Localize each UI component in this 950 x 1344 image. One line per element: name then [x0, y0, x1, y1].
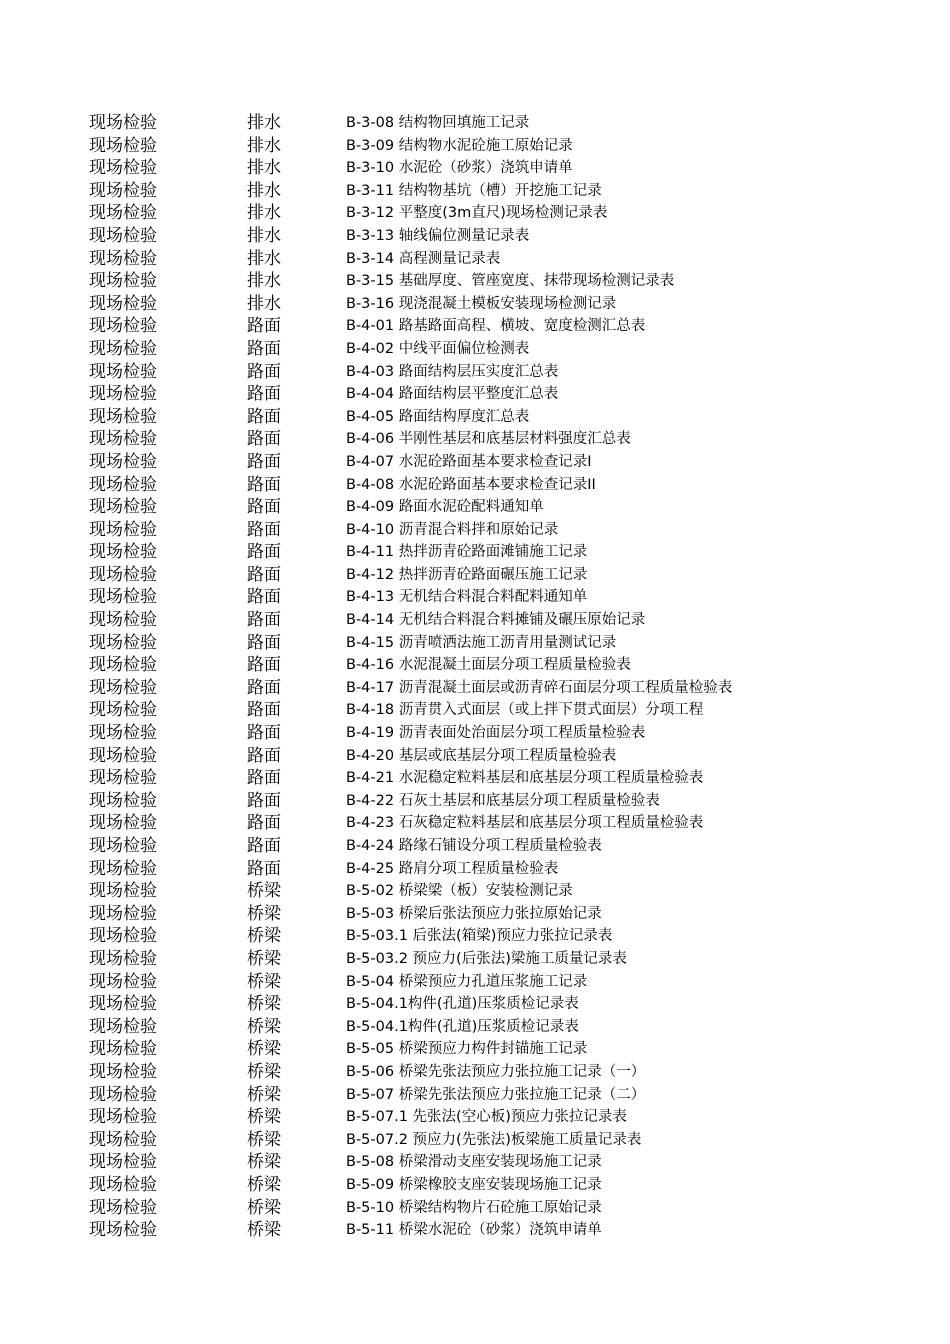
category-cell: 现场检验	[89, 1107, 157, 1128]
table-row	[0, 1061, 950, 1084]
table-row	[0, 135, 950, 158]
section-cell: 路面	[247, 655, 281, 676]
section-cell: 桥梁	[247, 1174, 281, 1195]
section-cell: 排水	[247, 135, 281, 156]
table-row	[0, 541, 950, 564]
section-cell: 桥梁	[247, 1061, 281, 1082]
form-title-cell: B-5-03.2 预应力(后张法)梁施工质量记录表	[346, 950, 627, 967]
category-cell: 现场检验	[89, 1220, 157, 1241]
category-cell: 现场检验	[89, 655, 157, 676]
form-title-cell: B-3-16 现浇混凝土模板安装现场检测记录	[346, 295, 617, 312]
category-cell: 现场检验	[89, 564, 157, 585]
category-cell: 现场检验	[89, 903, 157, 924]
section-cell: 路面	[247, 338, 281, 359]
section-cell: 路面	[247, 316, 281, 337]
table-row	[0, 248, 950, 271]
section-cell: 路面	[247, 542, 281, 563]
form-title-cell: B-5-03 桥梁后张法预应力张拉原始记录	[346, 905, 602, 922]
form-title-cell: B-5-09 桥梁橡胶支座安装现场施工记录	[346, 1176, 602, 1193]
table-row	[0, 971, 950, 994]
section-cell: 排水	[247, 225, 281, 246]
category-cell: 现场检验	[89, 361, 157, 382]
category-cell: 现场检验	[89, 451, 157, 472]
category-cell: 现场检验	[89, 384, 157, 405]
table-row	[0, 790, 950, 813]
category-cell: 现场检验	[89, 745, 157, 766]
form-title-cell: B-4-11 热拌沥青砼路面滩铺施工记录	[346, 544, 588, 561]
form-title-cell: B-4-07 水泥砼路面基本要求检查记录I	[346, 453, 592, 470]
category-cell: 现场检验	[89, 994, 157, 1015]
table-row	[0, 858, 950, 881]
category-cell: 现场检验	[89, 293, 157, 314]
category-cell: 现场检验	[89, 1039, 157, 1060]
table-row	[0, 1174, 950, 1197]
form-title-cell: B-4-23 石灰稳定粒料基层和底基层分项工程质量检验表	[346, 815, 704, 832]
form-title-cell: B-4-14 无机结合料混合料摊铺及碾压原始记录	[346, 612, 646, 629]
category-cell: 现场检验	[89, 948, 157, 969]
category-cell: 现场检验	[89, 813, 157, 834]
form-title-cell: B-4-15 沥青喷洒法施工沥青用量测试记录	[346, 634, 617, 651]
category-cell: 现场检验	[89, 1197, 157, 1218]
category-cell: 现场检验	[89, 723, 157, 744]
table-row	[0, 812, 950, 835]
section-cell: 路面	[247, 745, 281, 766]
category-cell: 现场检验	[89, 135, 157, 156]
form-title-cell: B-4-05 路面结构厚度汇总表	[346, 408, 530, 425]
form-title-cell: B-3-09 结构物水泥砼施工原始记录	[346, 137, 573, 154]
table-row	[0, 880, 950, 903]
section-cell: 路面	[247, 451, 281, 472]
section-cell: 路面	[247, 519, 281, 540]
form-title-cell: B-4-09 路面水泥砼配料通知单	[346, 499, 544, 516]
table-row	[0, 1197, 950, 1220]
form-title-cell: B-5-08 桥梁滑动支座安装现场施工记录	[346, 1154, 602, 1171]
category-cell: 现场检验	[89, 248, 157, 269]
section-cell: 路面	[247, 858, 281, 879]
table-row	[0, 1219, 950, 1242]
section-cell: 桥梁	[247, 971, 281, 992]
section-cell: 排水	[247, 271, 281, 292]
table-row	[0, 383, 950, 406]
section-cell: 桥梁	[247, 948, 281, 969]
category-cell: 现场检验	[89, 474, 157, 495]
form-title-cell: B-3-14 高程测量记录表	[346, 250, 501, 267]
category-cell: 现场检验	[89, 768, 157, 789]
section-cell: 路面	[247, 406, 281, 427]
section-cell: 路面	[247, 768, 281, 789]
table-row	[0, 722, 950, 745]
section-cell: 桥梁	[247, 881, 281, 902]
category-cell: 现场检验	[89, 1016, 157, 1037]
form-title-cell: B-4-12 热拌沥青砼路面碾压施工记录	[346, 566, 588, 583]
table-row	[0, 293, 950, 316]
form-title-cell: B-4-17 沥青混凝土面层或沥青碎石面层分项工程质量检验表	[346, 679, 733, 696]
section-cell: 桥梁	[247, 994, 281, 1015]
category-cell: 现场检验	[89, 1084, 157, 1105]
category-cell: 现场检验	[89, 587, 157, 608]
section-cell: 排水	[247, 203, 281, 224]
table-row	[0, 745, 950, 768]
table-row	[0, 993, 950, 1016]
section-cell: 路面	[247, 790, 281, 811]
table-row	[0, 157, 950, 180]
form-title-cell: B-4-08 水泥砼路面基本要求检查记录II	[346, 476, 596, 493]
category-cell: 现场检验	[89, 881, 157, 902]
form-title-cell: B-4-19 沥青表面处治面层分项工程质量检验表	[346, 725, 646, 742]
section-cell: 路面	[247, 836, 281, 856]
form-title-cell: B-4-21 水泥稳定粒料基层和底基层分项工程质量检验表	[346, 770, 704, 787]
section-cell: 桥梁	[247, 1039, 281, 1060]
table-row	[0, 406, 950, 429]
form-title-cell: B-3-15 基础厚度、管座宽度、抹带现场检测记录表	[346, 273, 675, 290]
category-cell: 现场检验	[89, 158, 157, 179]
form-title-cell: B-4-04 路面结构层平整度汇总表	[346, 386, 559, 403]
form-title-cell: B-5-06 桥梁先张法预应力张拉施工记录（一）	[346, 1063, 646, 1080]
form-title-cell: B-4-18 沥青贯入式面层（或上拌下贯式面层）分项工程	[346, 702, 704, 719]
section-cell: 路面	[247, 700, 281, 721]
category-cell: 现场检验	[89, 836, 157, 856]
section-cell: 路面	[247, 723, 281, 744]
form-title-cell: B-5-03.1 后张法(箱梁)预应力张拉记录表	[346, 928, 613, 945]
table-row	[0, 903, 950, 926]
form-title-cell: B-5-07.2 预应力(先张法)板梁施工质量记录表	[346, 1131, 642, 1148]
form-title-cell: B-5-02 桥梁梁（板）安装检测记录	[346, 883, 573, 900]
section-cell: 排水	[247, 158, 281, 179]
table-row	[0, 451, 950, 474]
table-row	[0, 677, 950, 700]
section-cell: 桥梁	[247, 1107, 281, 1128]
table-row	[0, 632, 950, 655]
form-title-cell: B-4-06 半刚性基层和底基层材料强度汇总表	[346, 431, 631, 448]
table-row	[0, 361, 950, 384]
section-cell: 桥梁	[247, 903, 281, 924]
section-cell: 路面	[247, 587, 281, 608]
section-cell: 路面	[247, 677, 281, 698]
category-cell: 现场检验	[89, 858, 157, 879]
category-cell: 现场检验	[89, 497, 157, 518]
category-cell: 现场检验	[89, 1152, 157, 1173]
form-title-cell: B-5-07.1 先张法(空心板)预应力张拉记录表	[346, 1109, 627, 1126]
form-title-cell: B-4-03 路面结构层压实度汇总表	[346, 363, 559, 380]
form-title-cell: B-3-12 平整度(3m直尺)现场检测记录表	[346, 205, 608, 222]
form-title-cell: B-4-13 无机结合料混合料配料通知单	[346, 589, 588, 606]
table-row	[0, 1106, 950, 1129]
category-cell: 现场检验	[89, 700, 157, 721]
table-row	[0, 586, 950, 609]
table-row	[0, 202, 950, 225]
table-row	[0, 925, 950, 948]
table-row	[0, 1084, 950, 1107]
section-cell: 排水	[247, 180, 281, 201]
form-title-cell: B-5-05 桥梁预应力构件封锚施工记录	[346, 1041, 588, 1058]
table-row	[0, 496, 950, 519]
table-row	[0, 609, 950, 632]
section-cell: 路面	[247, 632, 281, 653]
table-row	[0, 180, 950, 203]
category-cell: 现场检验	[89, 406, 157, 427]
form-title-cell: B-5-10 桥梁结构物片石砼施工原始记录	[346, 1199, 602, 1216]
table-row	[0, 654, 950, 677]
category-cell: 现场检验	[89, 677, 157, 698]
section-cell: 排水	[247, 293, 281, 314]
table-row	[0, 112, 950, 135]
category-cell: 现场检验	[89, 542, 157, 563]
section-cell: 桥梁	[247, 926, 281, 947]
category-cell: 现场检验	[89, 1174, 157, 1195]
table-row	[0, 564, 950, 587]
section-cell: 路面	[247, 497, 281, 518]
form-title-cell: B-4-22 石灰土基层和底基层分项工程质量检验表	[346, 792, 660, 809]
table-row	[0, 474, 950, 497]
table-row	[0, 428, 950, 451]
form-title-cell: B-4-02 中线平面偏位检测表	[346, 340, 530, 357]
category-cell: 现场检验	[89, 316, 157, 337]
category-cell: 现场检验	[89, 180, 157, 201]
section-cell: 路面	[247, 564, 281, 585]
form-title-cell: B-5-04.1构件(孔道)压浆质检记录表	[346, 1018, 579, 1035]
form-index-table	[0, 112, 950, 1242]
form-title-cell: B-3-10 水泥砼（砂浆）浇筑申请单	[346, 160, 573, 177]
table-row	[0, 948, 950, 971]
form-title-cell: B-3-13 轴线偏位测量记录表	[346, 227, 530, 244]
category-cell: 现场检验	[89, 113, 157, 133]
category-cell: 现场检验	[89, 610, 157, 631]
form-title-cell: B-4-16 水泥混凝土面层分项工程质量检验表	[346, 657, 631, 674]
table-row	[0, 699, 950, 722]
category-cell: 现场检验	[89, 1061, 157, 1082]
form-title-cell: B-4-24 路缘石铺设分项工程质量检验表	[346, 838, 602, 854]
table-row	[0, 835, 950, 858]
form-title-cell: B-5-04 桥梁预应力孔道压浆施工记录	[346, 973, 588, 990]
section-cell: 排水	[247, 248, 281, 269]
section-cell: 桥梁	[247, 1152, 281, 1173]
category-cell: 现场检验	[89, 338, 157, 359]
table-row	[0, 1016, 950, 1039]
category-cell: 现场检验	[89, 429, 157, 450]
section-cell: 路面	[247, 384, 281, 405]
form-title-cell: B-3-08 结构物回填施工记录	[346, 115, 530, 131]
section-cell: 路面	[247, 813, 281, 834]
table-row	[0, 1129, 950, 1152]
table-row	[0, 270, 950, 293]
form-title-cell: B-5-07 桥梁先张法预应力张拉施工记录（二）	[346, 1086, 646, 1103]
category-cell: 现场检验	[89, 225, 157, 246]
form-title-cell: B-4-01 路基路面高程、横坡、宽度检测汇总表	[346, 318, 646, 335]
category-cell: 现场检验	[89, 203, 157, 224]
category-cell: 现场检验	[89, 971, 157, 992]
category-cell: 现场检验	[89, 1129, 157, 1150]
category-cell: 现场检验	[89, 632, 157, 653]
form-title-cell: B-5-04.1构件(孔道)压浆质检记录表	[346, 996, 579, 1013]
table-row	[0, 225, 950, 248]
form-title-cell: B-4-25 路肩分项工程质量检验表	[346, 860, 559, 877]
table-row	[0, 767, 950, 790]
category-cell: 现场检验	[89, 271, 157, 292]
table-row	[0, 338, 950, 361]
form-title-cell: B-3-11 结构物基坑（槽）开挖施工记录	[346, 182, 602, 199]
table-row	[0, 1038, 950, 1061]
category-cell: 现场检验	[89, 519, 157, 540]
table-row	[0, 315, 950, 338]
form-title-cell: B-4-20 基层或底基层分项工程质量检验表	[346, 747, 617, 764]
table-row	[0, 1151, 950, 1174]
section-cell: 桥梁	[247, 1129, 281, 1150]
category-cell: 现场检验	[89, 790, 157, 811]
section-cell: 排水	[247, 113, 281, 133]
section-cell: 桥梁	[247, 1220, 281, 1241]
category-cell: 现场检验	[89, 926, 157, 947]
section-cell: 桥梁	[247, 1197, 281, 1218]
section-cell: 桥梁	[247, 1016, 281, 1037]
form-title-cell: B-4-10 沥青混合料拌和原始记录	[346, 521, 559, 538]
section-cell: 桥梁	[247, 1084, 281, 1105]
form-title-cell: B-5-11 桥梁水泥砼（砂浆）浇筑申请单	[346, 1222, 602, 1239]
table-row	[0, 519, 950, 542]
section-cell: 路面	[247, 610, 281, 631]
section-cell: 路面	[247, 429, 281, 450]
section-cell: 路面	[247, 474, 281, 495]
section-cell: 路面	[247, 361, 281, 382]
